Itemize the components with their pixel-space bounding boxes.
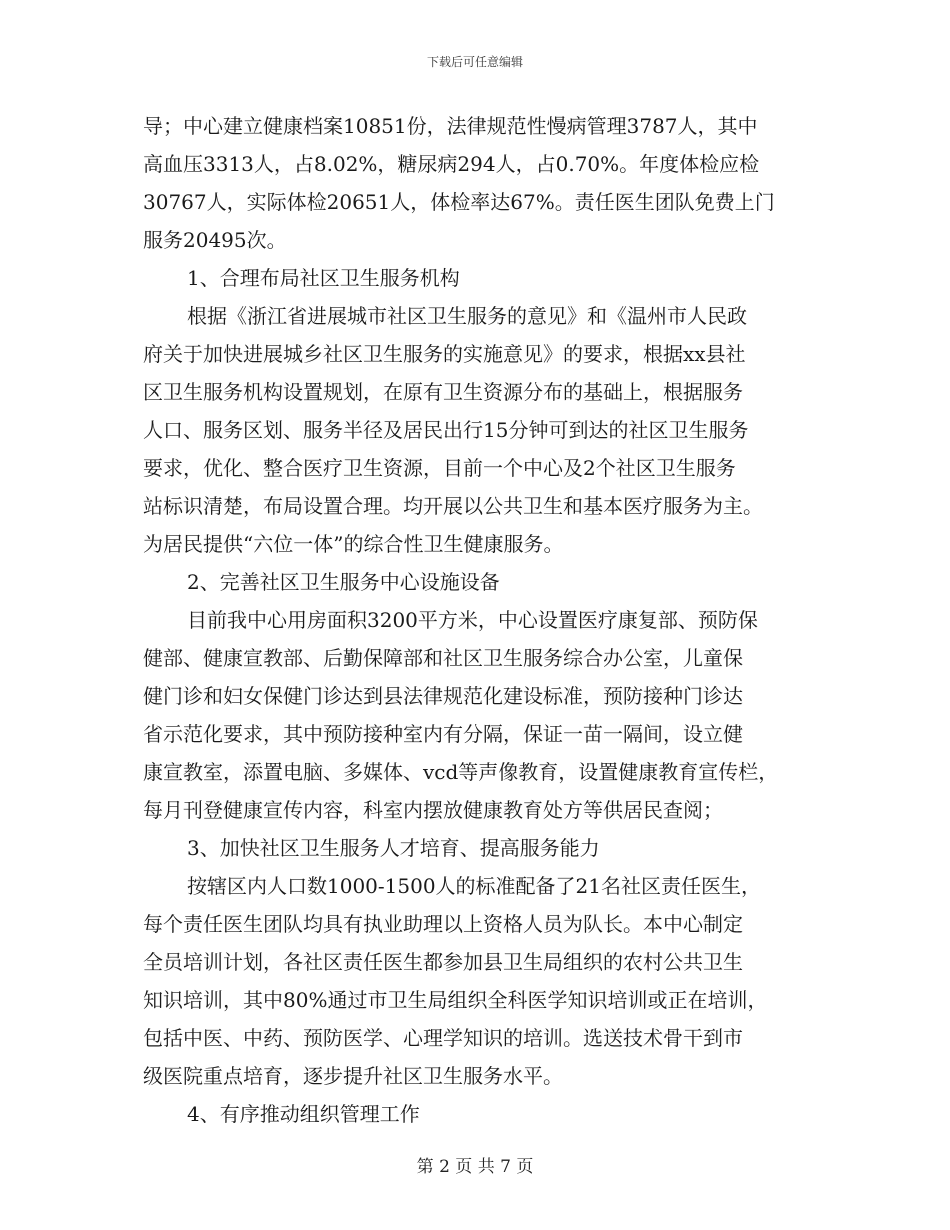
- text-line: 府关于加快进展城乡社区卫生服务的实施意见》的要求，根据xx县社: [143, 342, 746, 366]
- text-line: 高血压3313人，占8.02%，糖尿病294人，占0.70%。年度体检应检: [143, 152, 760, 176]
- text-line: 省示范化要求，其中预防接种室内有分隔，保证一苗一隔间，设立健: [143, 722, 743, 746]
- text-line: 3、加快社区卫生服务人才培育、提高服务能力: [187, 836, 600, 860]
- text-line: 每个责任医生团队均具有执业助理以上资格人员为队长。本中心制定: [143, 912, 743, 936]
- page-header: 下载后可任意编辑: [426, 55, 523, 69]
- text-line: 每月刊登健康宣传内容，科室内摆放健康教育处方等供居民查阅；: [143, 798, 723, 822]
- text-line: 知识培训，其中80%通过市卫生局组织全科医学知识培训或正在培训，: [143, 988, 768, 1012]
- text-line: 包括中医、中药、预防医学、心理学知识的培训。选送技术骨干到市: [143, 1026, 743, 1050]
- text-line: 全员培训计划，各社区责任医生都参加县卫生局组织的农村公共卫生: [143, 950, 743, 974]
- text-line: 4、有序推动组织管理工作: [187, 1102, 420, 1126]
- text-line: 康宣教室，添置电脑、多媒体、vcd等声像教育，设置健康教育宣传栏，: [143, 760, 779, 784]
- text-line: 1、合理布局社区卫生服务机构: [187, 266, 460, 290]
- text-line: 根据《浙江省进展城市社区卫生服务的意见》和《温州市人民政: [187, 304, 747, 328]
- text-line: 人口、服务区划、服务半径及居民出行15分钟可到达的社区卫生服务: [143, 418, 749, 442]
- text-line: 导；中心建立健康档案10851份，法律规范性慢病管理3787人，其中: [143, 114, 758, 138]
- text-line: 服务20495次。: [143, 228, 287, 252]
- text-line: 2、完善社区卫生服务中心设施设备: [187, 570, 500, 594]
- text-line: 按辖区内人口数1000-1500人的标准配备了21名社区责任医生，: [187, 874, 762, 898]
- text-line: 目前我中心用房面积3200平方米，中心设置医疗康复部、预防保: [187, 608, 758, 632]
- text-line: 区卫生服务机构设置规划，在原有卫生资源分布的基础上，根据服务: [143, 380, 743, 404]
- text-line: 30767人，实际体检20651人，体检率达67%。责任医生团队免费上门: [143, 190, 775, 214]
- text-line: 为居民提供“六位一体”的综合性卫生健康服务。: [143, 532, 564, 556]
- document-body: [143, 107, 833, 1133]
- text-line: 级医院重点培育，逐步提升社区卫生服务水平。: [143, 1064, 563, 1088]
- text-line: 要求，优化、整合医疗卫生资源，目前一个中心及2个社区卫生服务: [143, 456, 736, 480]
- page-number: 第 2 页 共 7 页: [416, 1157, 534, 1177]
- text-line: 健门诊和妇女保健门诊达到县法律规范化建设标准，预防接种门诊达: [143, 684, 743, 708]
- text-line: 站标识清楚，布局设置合理。均开展以公共卫生和基本医疗服务为主。: [143, 494, 763, 518]
- text-line: 健部、健康宣教部、后勤保障部和社区卫生服务综合办公室，儿童保: [143, 646, 743, 670]
